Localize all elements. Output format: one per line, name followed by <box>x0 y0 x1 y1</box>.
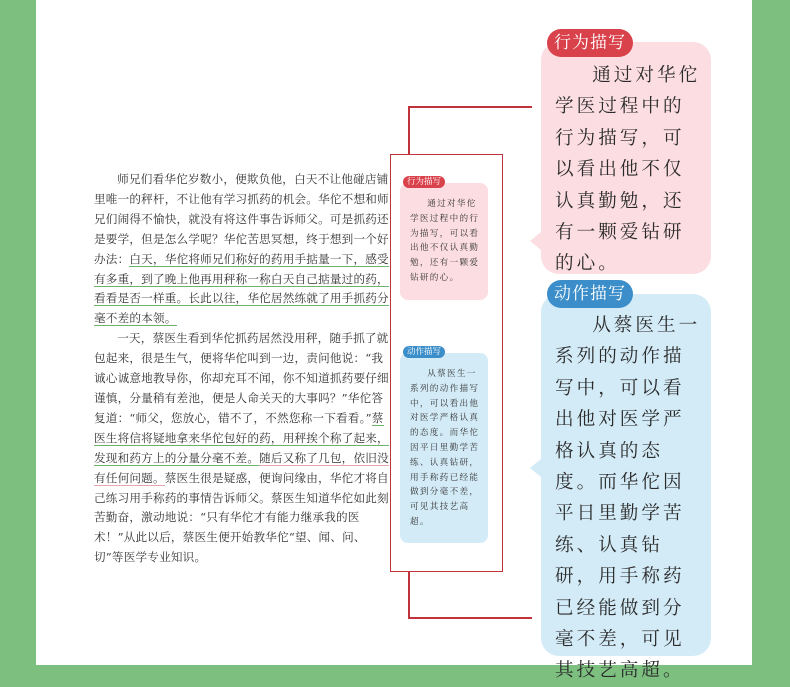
behavior-note-large-text: 通过对华佗学医过程中的行为描写，可以看出他不仅认真勤勉，还有一颗爱钻研的心。 <box>555 65 701 275</box>
callout-pointer <box>530 232 541 250</box>
callout-pointer <box>530 459 541 477</box>
action-tag-large: 动作描写 <box>547 280 633 308</box>
action-note-small-text: 从蔡医生一系列的动作描写中，可以看出他对医学严格认真的态度。而华佗因平日里勤学苦练、认真钻研，用手称药已经能做到分毫不差，可见其技艺高超。 <box>410 369 480 527</box>
connector-line <box>408 106 410 154</box>
text-span: 师兄们看华佗岁数小，便欺负他，白天不让他碰店铺里唯一的秤杆，不让他有学习抓药的机会。华佗不想和师兄们闹得不愉快，就没有将这件事告诉师父。可是抓药还是要学，但是怎么学呢？华佗苦思冥想，终于想到一个好办法： <box>94 172 389 266</box>
connector-line <box>408 617 532 619</box>
behavior-note-small-text: 通过对华佗学医过程中的行为描写，可以看出他不仅认真勤勉，还有一颗爱钻研的心。 <box>410 199 480 283</box>
paragraph-1 <box>94 170 390 329</box>
behavior-tag-large: 行为描写 <box>547 29 633 57</box>
behavior-underlined-text: 白天，华佗将师兄们称好的药用手掂量一下，感受有多重，到了晚上他再用秤称一称白天自己掂量过的药，看看是否一样重。 <box>94 251 389 306</box>
action-underlined-text: 蔡医生将信将疑地拿来华佗包好的药，用秤挨个称了起来，发现和药方上的分量分毫不差。 <box>94 410 389 465</box>
action-note-large <box>541 294 711 682</box>
paragraph-2 <box>94 329 390 568</box>
action-tag-small: 动作描写 <box>403 346 445 358</box>
action-note-small <box>400 353 488 543</box>
behavior-note-small <box>400 183 488 300</box>
connector-line <box>408 572 410 618</box>
behavior-tag-small: 行为描写 <box>403 176 445 188</box>
connector-line <box>408 106 532 108</box>
action-underlined-text-2: 随后又称了几包，依旧没有任何问题。 <box>94 450 389 485</box>
story-text <box>94 170 390 568</box>
text-span: 蔡医生很是疑惑，便询问缘由，华佗才将自己练习用手称药的事情告诉师父。蔡医生知道华佗如此刻苦勤奋，激动地说：“只有华佗才有能力继承我的医术！”从此以后，蔡医生便开始教华佗“望、闻、问、切”等医学专业知识。 <box>94 470 389 565</box>
behavior-underlined-text-2: 长此以往，华佗居然练就了用手抓药分毫不差的本领。 <box>94 291 389 326</box>
text-span: 一天，蔡医生看到华佗抓药居然没用秤，随手抓了就包起来，很是生气，便将华佗叫到一边，责问他说：“我诚心诚意地教导你，你却充耳不闻，你不知道抓药要仔细谨慎，分量稍有差池，便是人命关天的大事吗？”华佗答复道：“师父，您放心，错不了，不然您称一下看看。” <box>94 331 389 425</box>
action-note-large-text: 从蔡医生一系列的动作描写中，可以看出他对医学严格认真的态度。而华佗因平日里勤学苦练、认真钻研，用手称药已经能做到分毫不差，可见其技艺高超。 <box>555 315 701 682</box>
behavior-note-large <box>541 42 711 274</box>
